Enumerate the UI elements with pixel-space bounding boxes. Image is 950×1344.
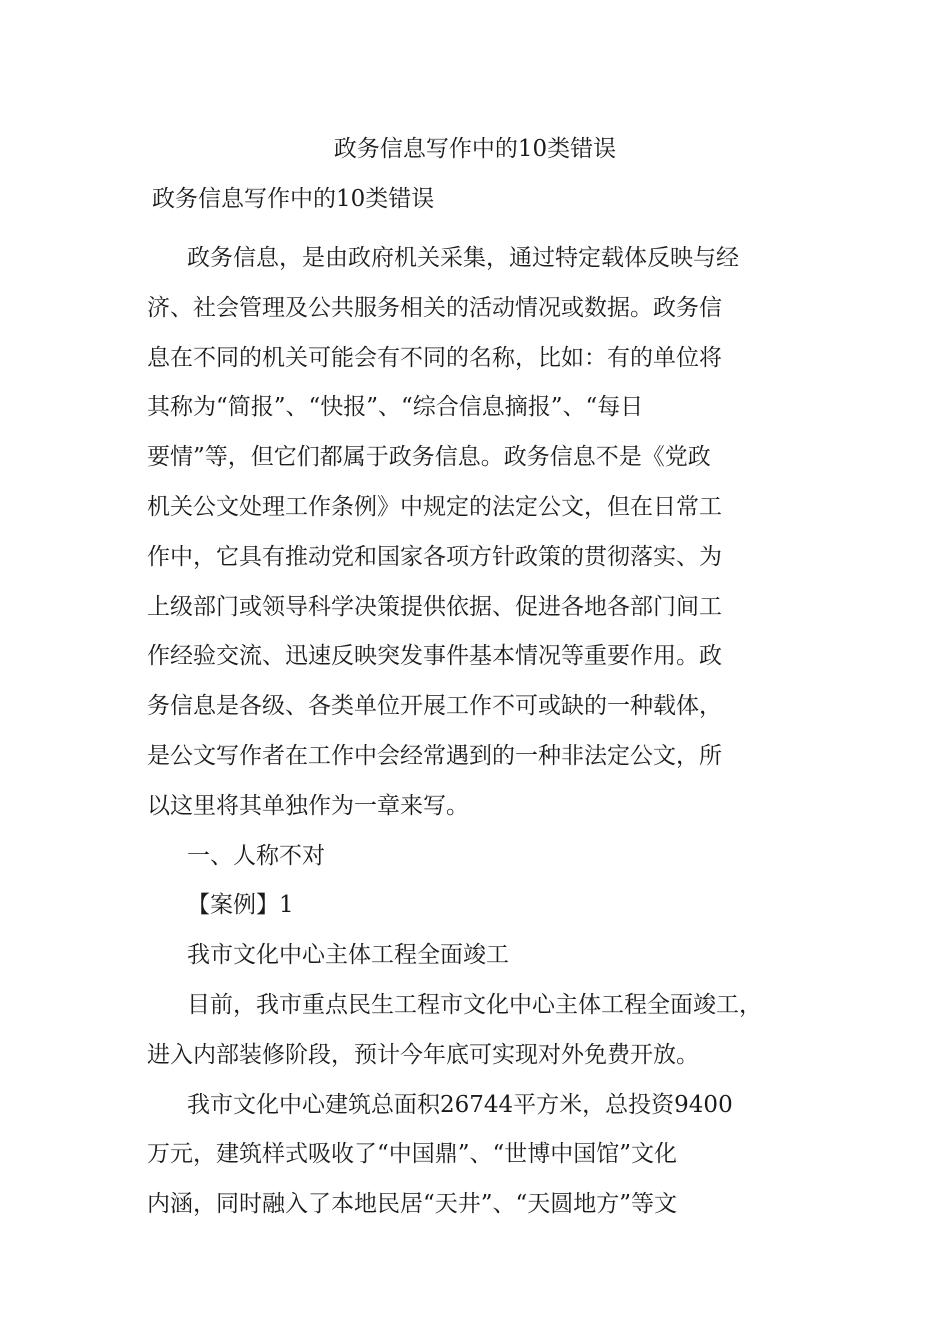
- body-line: 内涵，同时融入了本地民居“天井”、“天圆地方”等文: [147, 1191, 678, 1218]
- body-line: 我市文化中心主体工程全面竣工: [187, 942, 509, 969]
- body-line: 以这里将其单独作为一章来写。: [147, 792, 469, 819]
- body-line: 进入内部装修阶段，预计今年底可实现对外免费开放。: [147, 1041, 699, 1068]
- body-line: 务信息是各级、各类单位开展工作不可或缺的一种载体，: [147, 693, 722, 720]
- body-line: 我市文化中心建筑总面积26744平方米，总投资9400: [187, 1091, 733, 1118]
- body-line: 【案例】1: [187, 892, 294, 919]
- body-line: 是公文写作者在工作中会经常遇到的一种非法定公文，所: [147, 742, 722, 769]
- body-line: 其称为“简报”、“快报”、“综合信息摘报”、“每日: [147, 394, 644, 421]
- body-line: 万元，建筑样式吸收了“中国鼎”、“世博中国馆”文化: [147, 1141, 678, 1168]
- body-line: 机关公文处理工作条例》中规定的法定公文，但在日常工: [147, 493, 722, 520]
- body-line: 政务信息，是由政府机关采集，通过特定载体反映与经: [187, 245, 739, 271]
- body-line: 一、人称不对: [187, 842, 325, 869]
- body-line: 作经验交流、迅速反映突发事件基本情况等重要作用。政: [147, 643, 722, 670]
- document-body: [147, 234, 827, 1230]
- document-title: 政务信息写作中的10类错误: [333, 136, 617, 162]
- document-subtitle: 政务信息写作中的10类错误: [152, 186, 435, 212]
- body-line: 目前，我市重点民生工程市文化中心主体工程全面竣工，: [187, 991, 762, 1018]
- body-line: 上级部门或领导科学决策提供依据、促进各地各部门间工: [147, 593, 722, 620]
- body-line: 作中，它具有推动党和国家各项方针政策的贯彻落实、为: [147, 543, 722, 570]
- body-line: 要情”等，但它们都属于政务信息。政务信息不是《党政: [147, 444, 711, 471]
- body-line: 济、社会管理及公共服务相关的活动情况或数据。政务信: [147, 294, 722, 321]
- body-line: 息在不同的机关可能会有不同的名称，比如：有的单位将: [147, 344, 722, 371]
